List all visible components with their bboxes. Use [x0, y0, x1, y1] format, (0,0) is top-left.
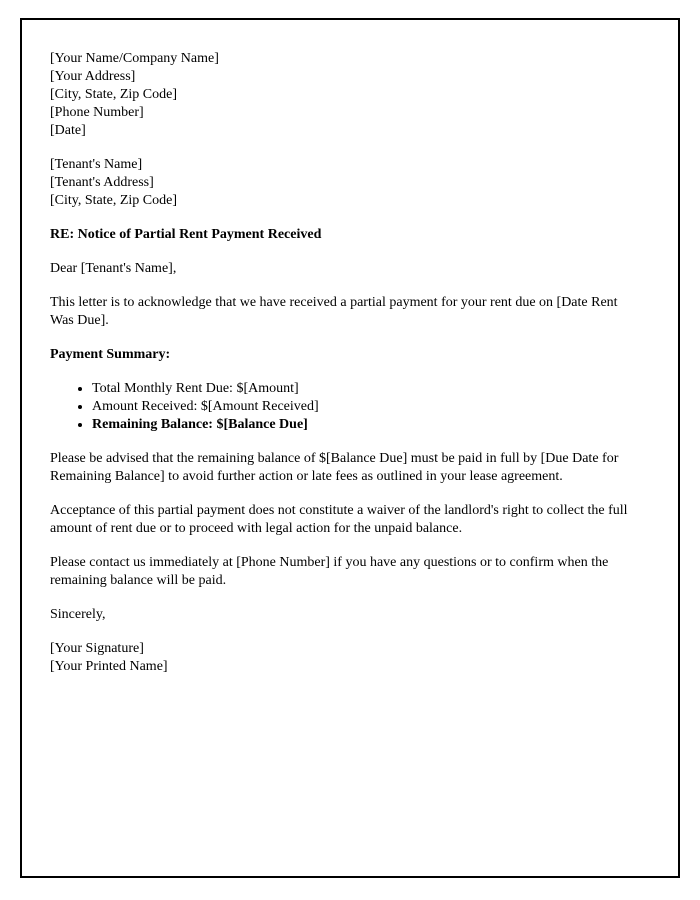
contact-paragraph: Please contact us immediately at [Phone Number] if you have any questions or to confirm when the remaining balance will be paid. — [50, 555, 609, 588]
printed-name-placeholder: [Your Printed Name] — [50, 659, 168, 674]
closing: Sincerely, — [50, 607, 106, 622]
recipient-address-block — [50, 156, 650, 210]
letter-date: [Date] — [50, 123, 86, 138]
letter-page — [20, 18, 680, 878]
tenant-city-state-zip: [City, State, Zip Code] — [50, 193, 178, 208]
waiver-paragraph: Acceptance of this partial payment does not constitute a waiver of the landlord's right to collect the full amount of rent due or to proceed with legal action for the unpaid balance. — [50, 503, 628, 536]
signature-placeholder: [Your Signature] — [50, 641, 144, 656]
summary-item-amount-received: • Amount Received: $[Amount Received] — [92, 398, 650, 416]
sender-address: [Your Address] — [50, 69, 136, 84]
summary-item-remaining-balance: • Remaining Balance: $[Balance Due] — [92, 416, 650, 434]
tenant-address: [Tenant's Address] — [50, 175, 154, 190]
subject-line: RE: Notice of Partial Rent Payment Received — [50, 227, 322, 242]
signature-block — [50, 640, 650, 676]
sender-city-state-zip: [City, State, Zip Code] — [50, 87, 178, 102]
balance-due-paragraph: Please be advised that the remaining balance of $[Balance Due] must be paid in full by [Due Date for Remaining Balance] to avoid further action or late fees as outlined in your lease agreement. — [50, 451, 619, 484]
payment-summary-list — [50, 380, 650, 434]
sender-phone: [Phone Number] — [50, 105, 144, 120]
salutation: Dear [Tenant's Name], — [50, 261, 177, 276]
sender-name: [Your Name/Company Name] — [50, 51, 219, 66]
payment-summary-heading: Payment Summary: — [50, 347, 171, 362]
summary-item-total-due: • Total Monthly Rent Due: $[Amount] — [92, 380, 650, 398]
sender-address-block — [50, 50, 650, 140]
tenant-name: [Tenant's Name] — [50, 157, 143, 172]
intro-paragraph: This letter is to acknowledge that we have received a partial payment for your rent due on [Date Rent Was Due]. — [50, 295, 618, 328]
